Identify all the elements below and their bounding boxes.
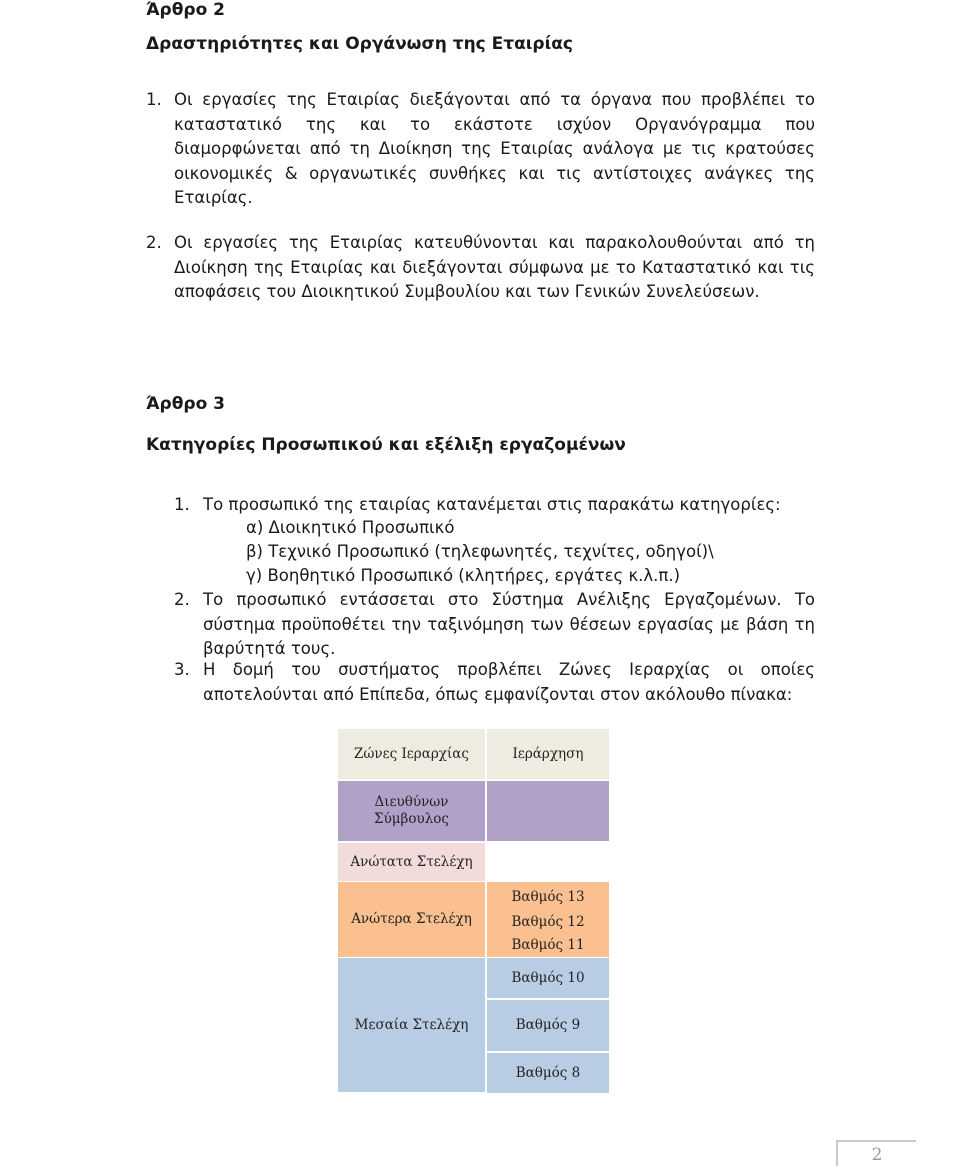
category-auxiliary: γ) Βοηθητικό Προσωπικό (κλητήρες, εργάτες κ.λ.π.) xyxy=(246,566,681,585)
zone-senior-executives: Ανώτερα Στελέχη xyxy=(338,882,485,957)
article-3-item-1-number: 1. xyxy=(174,495,190,514)
article-3-item-3-text: Η δομή του συστήματος προβλέπει Ζώνες Ιεραρχίας οι οποίες αποτελούνται από Επίπεδα, όπως εμφανίζονται στον ακόλουθο πίνακα: xyxy=(203,660,815,704)
grade-11: Βαθμός 11 xyxy=(511,936,585,953)
article-3-item-3-number: 3. xyxy=(174,660,190,679)
grade-director xyxy=(487,781,609,841)
header-zones: Ζώνες Ιεραρχίας xyxy=(338,729,485,779)
article-2-heading: Άρθρο 2 xyxy=(146,0,225,20)
category-technical: β) Τεχνικό Προσωπικό (τηλεφωνητές, τεχνίτες, οδηγοί)\ xyxy=(246,542,714,561)
grade-9: Βαθμός 9 xyxy=(487,1000,609,1051)
article-3-item-1-text: Το προσωπικό της εταιρίας κατανέμεται στις παρακάτω κατηγορίες: xyxy=(203,495,781,514)
article-2-item-1-number: 1. xyxy=(146,90,162,109)
article-3-item-2-text: Το προσωπικό εντάσσεται στο Σύστημα Ανέλιξης Εργαζομένων. Το σύστημα προϋποθέτει την ταξινόμηση των θέσεων εργασίας με βάση τη βαρύτητά τους. xyxy=(203,590,815,658)
grades-senior xyxy=(487,882,609,957)
grade-13: Βαθμός 13 xyxy=(511,888,585,905)
article-2-subheading: Δραστηριότητες και Οργάνωση της Εταιρίας xyxy=(146,34,573,54)
article-2-item-2-text: Οι εργασίες της Εταιρίας κατευθύνονται και παρακολουθούνται από τη Διοίκηση της Εταιρίας και διεξάγονται σύμφωνα με το Καταστατικό και τις αποφάσεις του Διοικητικού Συμβουλίου και των Γενικών Συνελεύσεων. xyxy=(174,233,815,301)
zone-director: Διευθύνων Σύμβουλος xyxy=(338,781,485,841)
grade-8: Βαθμός 8 xyxy=(487,1053,609,1093)
article-3-heading: Άρθρο 3 xyxy=(146,394,225,414)
article-3-item-2-number: 2. xyxy=(174,590,190,609)
page-number: 2 xyxy=(836,1140,916,1166)
article-2-item-2-number: 2. xyxy=(146,233,162,252)
zone-middle-executives: Μεσαία Στελέχη xyxy=(338,958,485,1092)
category-administrative: α) Διοικητικό Προσωπικό xyxy=(246,518,455,537)
header-ranking: Ιεράρχηση xyxy=(487,729,609,779)
article-2-item-1-text: Οι εργασίες της Εταιρίας διεξάγονται από τα όργανα που προβλέπει το καταστατικό της και το εκάστοτε ισχύον Οργανόγραμμα που διαμορφώνεται από τη Διοίκηση της Εταιρίας ανάλογα με τις κρατούσες οικονομικές & οργανωτικές συνθήκες και τις αντίστοιχες ανάγκες της Εταιρίας. xyxy=(174,90,815,207)
article-3-subheading: Κατηγορίες Προσωπικού και εξέλιξη εργαζομένων xyxy=(146,435,626,455)
grade-12: Βαθμός 12 xyxy=(511,913,585,930)
grade-10: Βαθμός 10 xyxy=(487,958,609,998)
zone-top-executives: Ανώτατα Στελέχη xyxy=(338,843,485,881)
